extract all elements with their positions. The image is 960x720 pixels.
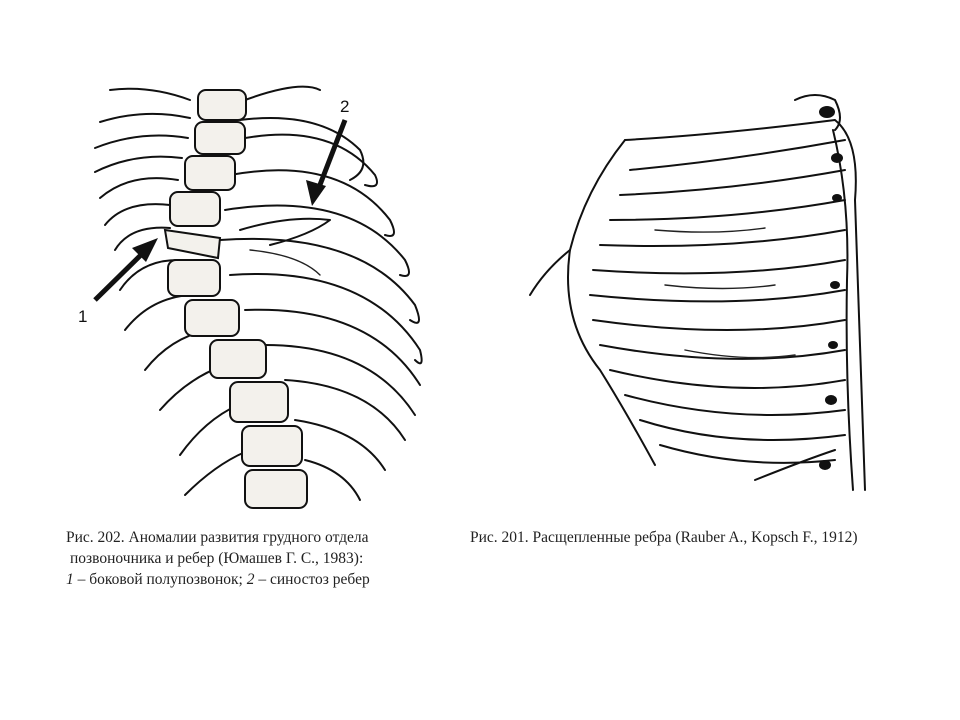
ribcage-drawing [515,80,885,510]
arrow-1 [95,238,158,300]
spine-column [819,106,853,490]
legend-number-2: 2 [246,571,255,588]
caption-line: Рис. 202. Аномалии развития грудного отдела [66,529,369,546]
arrow-2 [306,120,345,206]
figure-201-caption: Рис. 201. Расщепленные ребра (Rauber A., Kopsch F., 1912) [470,529,858,546]
split-ribs-illustration [515,80,885,510]
caption-line: позвоночника и ребер (Юмашев Г. С., 1983): [70,550,364,567]
spine-drawing [70,60,440,510]
rib-lines [590,140,845,480]
label-1: 1 [78,307,88,326]
hemivertebra [165,230,220,258]
legend-text-2: – синостоз ребер [254,571,370,588]
legend-text-1: – боковой полупозвонок; [73,571,247,588]
ribcage-outline [530,95,865,490]
figure-202-caption [66,527,370,590]
label-2: 2 [340,97,350,116]
caption-legend [66,569,370,590]
spine-anomaly-illustration [70,60,440,510]
legend-number-1: 1 [66,571,74,588]
